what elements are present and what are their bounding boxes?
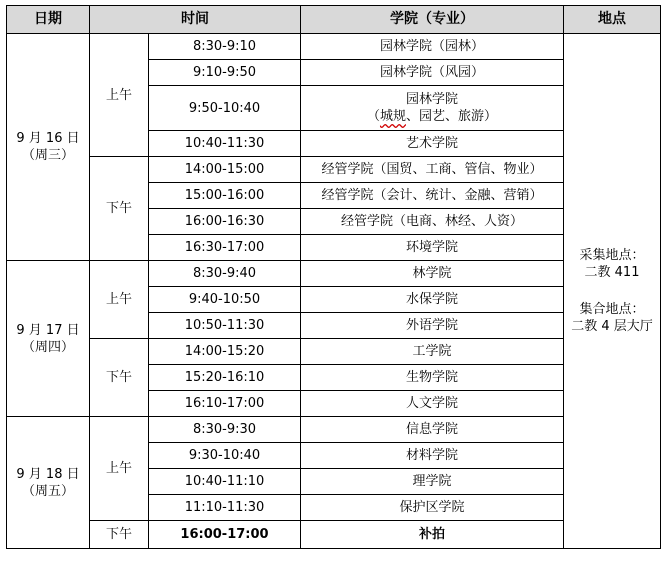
time-cell: 8:30-9:40	[149, 261, 301, 287]
date-text: 9 月 18 日	[16, 466, 80, 482]
college-cell: 园林学院（风园）	[301, 60, 564, 86]
college-cell: 艺术学院	[301, 131, 564, 157]
college-cell: 信息学院	[301, 417, 564, 443]
college-cell: 生物学院	[301, 365, 564, 391]
table-row	[7, 34, 661, 60]
location-cell	[564, 34, 661, 549]
period-cell: 上午	[90, 261, 149, 339]
table-row	[7, 261, 661, 287]
time-cell: 9:10-9:50	[149, 60, 301, 86]
period-cell: 上午	[90, 34, 149, 157]
header-college: 学院（专业）	[301, 6, 564, 34]
college-cell: 经管学院（国贸、工商、管信、物业）	[301, 157, 564, 183]
period-cell: 下午	[90, 339, 149, 417]
header-row	[7, 6, 661, 34]
date-text: 9 月 16 日	[16, 131, 80, 146]
college-cell: 工学院	[301, 339, 564, 365]
time-cell: 11:10-11:30	[149, 495, 301, 521]
date-text: 9 月 17 日	[16, 322, 80, 338]
header-time: 时间	[90, 6, 301, 34]
college-cell: 保护区学院	[301, 495, 564, 521]
date-cell	[7, 417, 90, 549]
college-cell: 林学院	[301, 261, 564, 287]
collect-place: 二教 411	[584, 265, 640, 280]
college-name: 园林学院	[405, 92, 458, 107]
college-cell: 材料学院	[301, 443, 564, 469]
college-cell: 环境学院	[301, 235, 564, 261]
time-cell: 16:00-17:00	[149, 521, 301, 549]
period-cell: 下午	[90, 521, 149, 549]
date-cell	[7, 34, 90, 261]
date-cell	[7, 261, 90, 417]
gather-label: 集合地点：	[579, 302, 645, 317]
collect-label: 采集地点：	[579, 248, 645, 263]
weekday-text: （周四）	[21, 339, 74, 355]
weekday-text: （周三）	[21, 148, 74, 163]
header-date: 日期	[7, 6, 90, 34]
college-cell: 园林学院（园林）	[301, 34, 564, 60]
gather-place: 二教 4 层大厅	[571, 319, 653, 334]
time-cell: 16:10-17:00	[149, 391, 301, 417]
misspell-mark: 城规	[379, 109, 406, 124]
time-cell: 14:00-15:00	[149, 157, 301, 183]
college-cell: 水保学院	[301, 287, 564, 313]
college-majors: （城规、园艺、旅游）	[366, 109, 498, 124]
time-cell: 15:20-16:10	[149, 365, 301, 391]
college-cell: 人文学院	[301, 391, 564, 417]
weekday-text: （周五）	[21, 483, 74, 499]
time-cell: 16:30-17:00	[149, 235, 301, 261]
time-cell: 16:00-16:30	[149, 209, 301, 235]
college-cell: 补拍	[301, 521, 564, 549]
college-cell	[301, 86, 564, 131]
table-row	[7, 521, 661, 549]
time-cell: 9:50-10:40	[149, 86, 301, 131]
table-row	[7, 339, 661, 365]
table-row	[7, 157, 661, 183]
time-cell: 10:40-11:30	[149, 131, 301, 157]
time-cell: 8:30-9:30	[149, 417, 301, 443]
schedule-table	[6, 5, 661, 549]
table-row	[7, 417, 661, 443]
period-cell: 上午	[90, 417, 149, 521]
college-cell: 外语学院	[301, 313, 564, 339]
time-cell: 15:00-16:00	[149, 183, 301, 209]
time-cell: 9:40-10:50	[149, 287, 301, 313]
time-cell: 8:30-9:10	[149, 34, 301, 60]
period-cell: 下午	[90, 157, 149, 261]
time-cell: 10:50-11:30	[149, 313, 301, 339]
college-cell: 经管学院（电商、林经、人资）	[301, 209, 564, 235]
time-cell: 10:40-11:10	[149, 469, 301, 495]
college-cell: 理学院	[301, 469, 564, 495]
time-cell: 14:00-15:20	[149, 339, 301, 365]
college-cell: 经管学院（会计、统计、金融、营销）	[301, 183, 564, 209]
header-location: 地点	[564, 6, 661, 34]
time-cell: 9:30-10:40	[149, 443, 301, 469]
